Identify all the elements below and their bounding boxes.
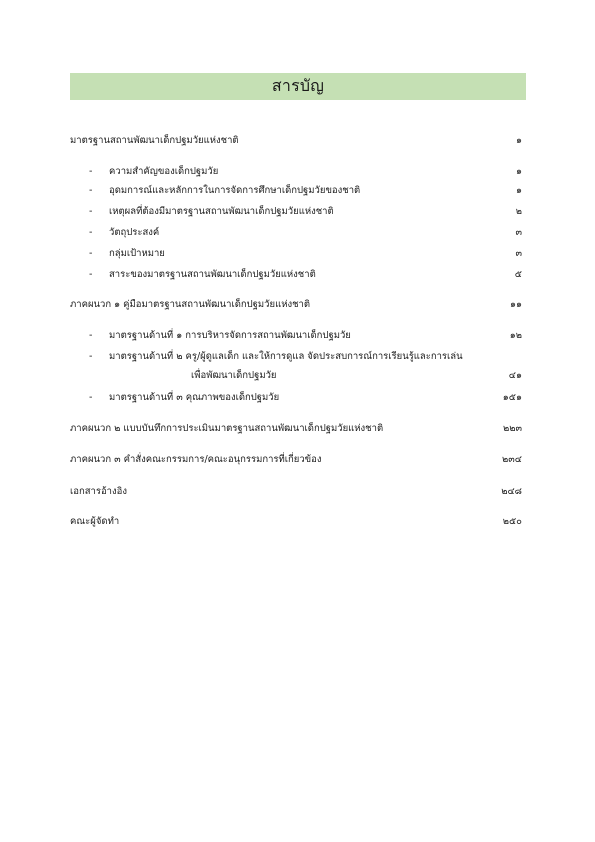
toc-entry-continuation [70,369,526,383]
toc-entry [70,453,526,467]
toc-entry-label: กลุ่มเป้าหมาย [109,248,165,259]
toc-subentry [70,226,526,240]
toc-subentry [70,391,526,405]
bullet-dash: - [89,351,93,362]
toc-subentry [70,247,526,261]
toc-entry-page: ๕ [514,269,522,280]
toc-subentry [70,329,526,343]
toc-entry-label: สาระของมาตรฐานสถานพัฒนาเด็กปฐมวัยแห่งชาติ [109,269,316,280]
bullet-dash: - [89,185,93,196]
toc-subentry [70,184,526,198]
toc-title: สารบัญ [271,76,325,95]
toc-entry-page: ๓ [515,227,522,238]
toc-entry [70,134,526,148]
toc-entry-page: ๑ [515,185,522,196]
toc-entry-page: ๑๕๑ [502,392,522,403]
toc-entry-page: ๑๑ [509,299,522,310]
toc-entry-page: ๓ [515,248,522,259]
toc-entry-label: เอกสารอ้างอิง [70,486,127,497]
toc-entry-page: ๒๕๐ [502,516,522,527]
toc-entry-label: คณะผู้จัดทำ [70,516,120,527]
bullet-dash: - [89,248,93,259]
toc-subentry [70,350,526,364]
toc-entry-label: มาตรฐานสถานพัฒนาเด็กปฐมวัยแห่งชาติ [70,135,239,146]
toc-entry-label: มาตรฐานด้านที่ ๒ ครู/ผู้ดูแลเด็ก และให้การดูแล จัดประสบการณ์การเรียนรู้และการเล่น [109,351,463,362]
toc-entry-label: วัตถุประสงค์ [109,227,160,238]
toc-entry [70,298,526,312]
toc-entry-page: ๑ [515,135,522,146]
toc-entry-label: เพื่อพัฒนาเด็กปฐมวัย [191,370,277,381]
toc-entry-page: ๒๔๘ [501,486,522,497]
toc-entry-label: มาตรฐานด้านที่ ๑ การบริหารจัดการสถานพัฒนาเด็กปฐมวัย [109,330,351,341]
toc-entry-page: ๒ [515,206,522,217]
toc-entry-label: ภาคผนวก ๓ คำสั่งคณะกรรมการ/คณะอนุกรรมการที่เกี่ยวข้อง [70,454,322,465]
toc-entry-label: ภาคผนวก ๒ แบบบันทึกการประเมินมาตรฐานสถานพัฒนาเด็กปฐมวัยแห่งชาติ [70,423,384,434]
toc-entry-label: ความสำคัญของเด็กปฐมวัย [109,166,219,177]
toc-entry-page: ๑ [515,166,522,177]
toc-entry-page: ๔๑ [508,370,522,381]
bullet-dash: - [89,166,93,177]
toc-entry [70,485,526,499]
toc-entry-label: ภาคผนวก ๑ คู่มือมาตรฐานสถานพัฒนาเด็กปฐมวัยแห่งชาติ [70,299,311,310]
bullet-dash: - [89,330,93,341]
toc-entry-label: อุดมการณ์และหลักการในการจัดการศึกษาเด็กปฐมวัยของชาติ [109,185,361,196]
toc-entry-label: มาตรฐานด้านที่ ๓ คุณภาพของเด็กปฐมวัย [109,392,280,403]
toc-subentry [70,268,526,282]
toc-subentry [70,205,526,219]
bullet-dash: - [89,269,93,280]
toc-entry [70,422,526,436]
bullet-dash: - [89,392,93,403]
toc-entry-page: ๒๓๔ [502,454,522,465]
toc-title-bar [70,73,526,100]
toc-entry [70,515,526,529]
bullet-dash: - [89,206,93,217]
bullet-dash: - [89,227,93,238]
toc-subentry [70,165,526,179]
toc-entry-label: เหตุผลที่ต้องมีมาตรฐานสถานพัฒนาเด็กปฐมวัยแห่งชาติ [109,206,334,217]
toc-entry-page: ๒๒๓ [502,423,522,434]
toc-entry-page: ๑๒ [509,330,522,341]
